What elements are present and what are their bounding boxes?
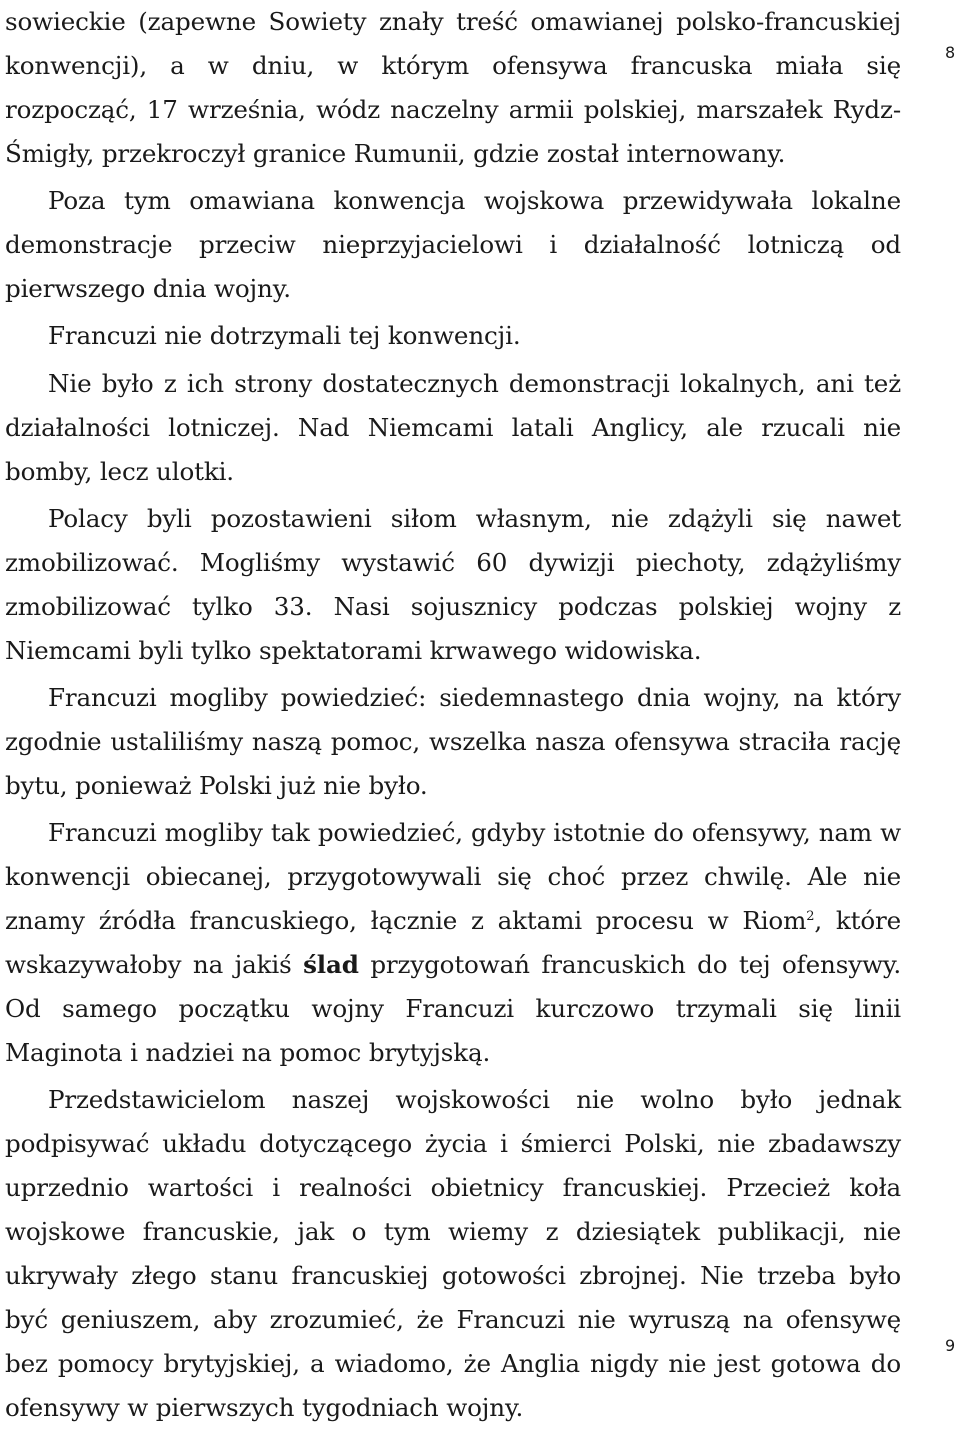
margin-line-number: 9 <box>945 1336 956 1355</box>
paragraph-6: Francuzi mogliby powiedzieć: siedemnastego dnia wojny, na który zgodnie ustaliliśmy naszą pomoc, wszelka nasza ofensywa straciła rację bytu, ponieważ Polski już nie było. <box>5 683 901 800</box>
paragraph-7-text-a: Francuzi mogliby tak powiedzieć, gdyby istotnie do ofensywy, nam w konwencji obiecanej, przygotowywali się choć przez chwilę. Ale nie znamy źródła francuskiego, łącznie z aktami procesu w Riom <box>5 818 901 936</box>
paragraph-8: Przedstawicielom naszej wojskowości nie wolno było jednak podpisywać układu dotyczącego życia i śmierci Polski, nie zbadawszy uprzednio wartości i realności obietnicy francuskiej. Przecież koła wojskowe francuskie, jak o tym wiemy z dziesiątek publikacji, nie ukrywały złego stanu francuskiej gotowości zbrojnej. Nie trzeba było być geniuszem, aby zrozumieć, że Francuzi nie wyruszą na ofensywę bez pomocy brytyjskiej, a wiadomo, że Anglia nigdy nie jest gotowa do ofensywy w pierwszych tygodniach wojny. <box>5 1085 901 1422</box>
paragraph-5: Polacy byli pozostawieni siłom własnym, nie zdążyli się nawet zmobilizować. Mogliśmy wystawić 60 dywizji piechoty, zdążyliśmy zmobilizować tylko 33. Nasi sojusznicy podczas polskiej wojny z Niemcami byli tylko spektatorami krwawego widowiska. <box>5 503 901 665</box>
emphasized-word: ślad <box>303 950 359 980</box>
footnote-reference[interactable]: 2 <box>806 908 815 924</box>
paragraph-4: Nie było z ich strony dostatecznych demonstracji lokalnych, ani też działalności lotniczej. Nad Niemcami latali Anglicy, ale rzucali nie bomby, lecz ulotki. <box>5 368 901 486</box>
paragraph-1: sowieckie (zapewne Sowiety znały treść omawianej polsko-francuskiej konwencji), a w dniu, w którym ofensywa francuska miała się rozpocząć, 17 września, wódz naczelny armii polskiej, marszałek Rydz-Śmigły, przekroczył granice Rumunii, gdzie został internowany. <box>5 7 901 168</box>
paragraph-7-text-c: przygotowań francuskich do tej ofensywy. Od samego początku wojny Francuzi kurczowo trzymali się linii Maginota i nadziei na pomoc brytyjską. <box>5 950 901 1067</box>
paragraph-7 <box>5 811 901 1074</box>
paragraph-2: Poza tym omawiana konwencja wojskowa przewidywała lokalne demonstracje przeciw nieprzyjacielowi i działalność lotniczą od pierwszego dnia wojny. <box>5 186 901 303</box>
body-text <box>5 0 901 1430</box>
paragraph-3: Francuzi nie dotrzymali tej konwencji. <box>48 321 521 351</box>
paragraph-7-text-b: , które wskazywałoby na jakiś <box>5 906 901 980</box>
margin-line-number: 8 <box>945 43 956 62</box>
